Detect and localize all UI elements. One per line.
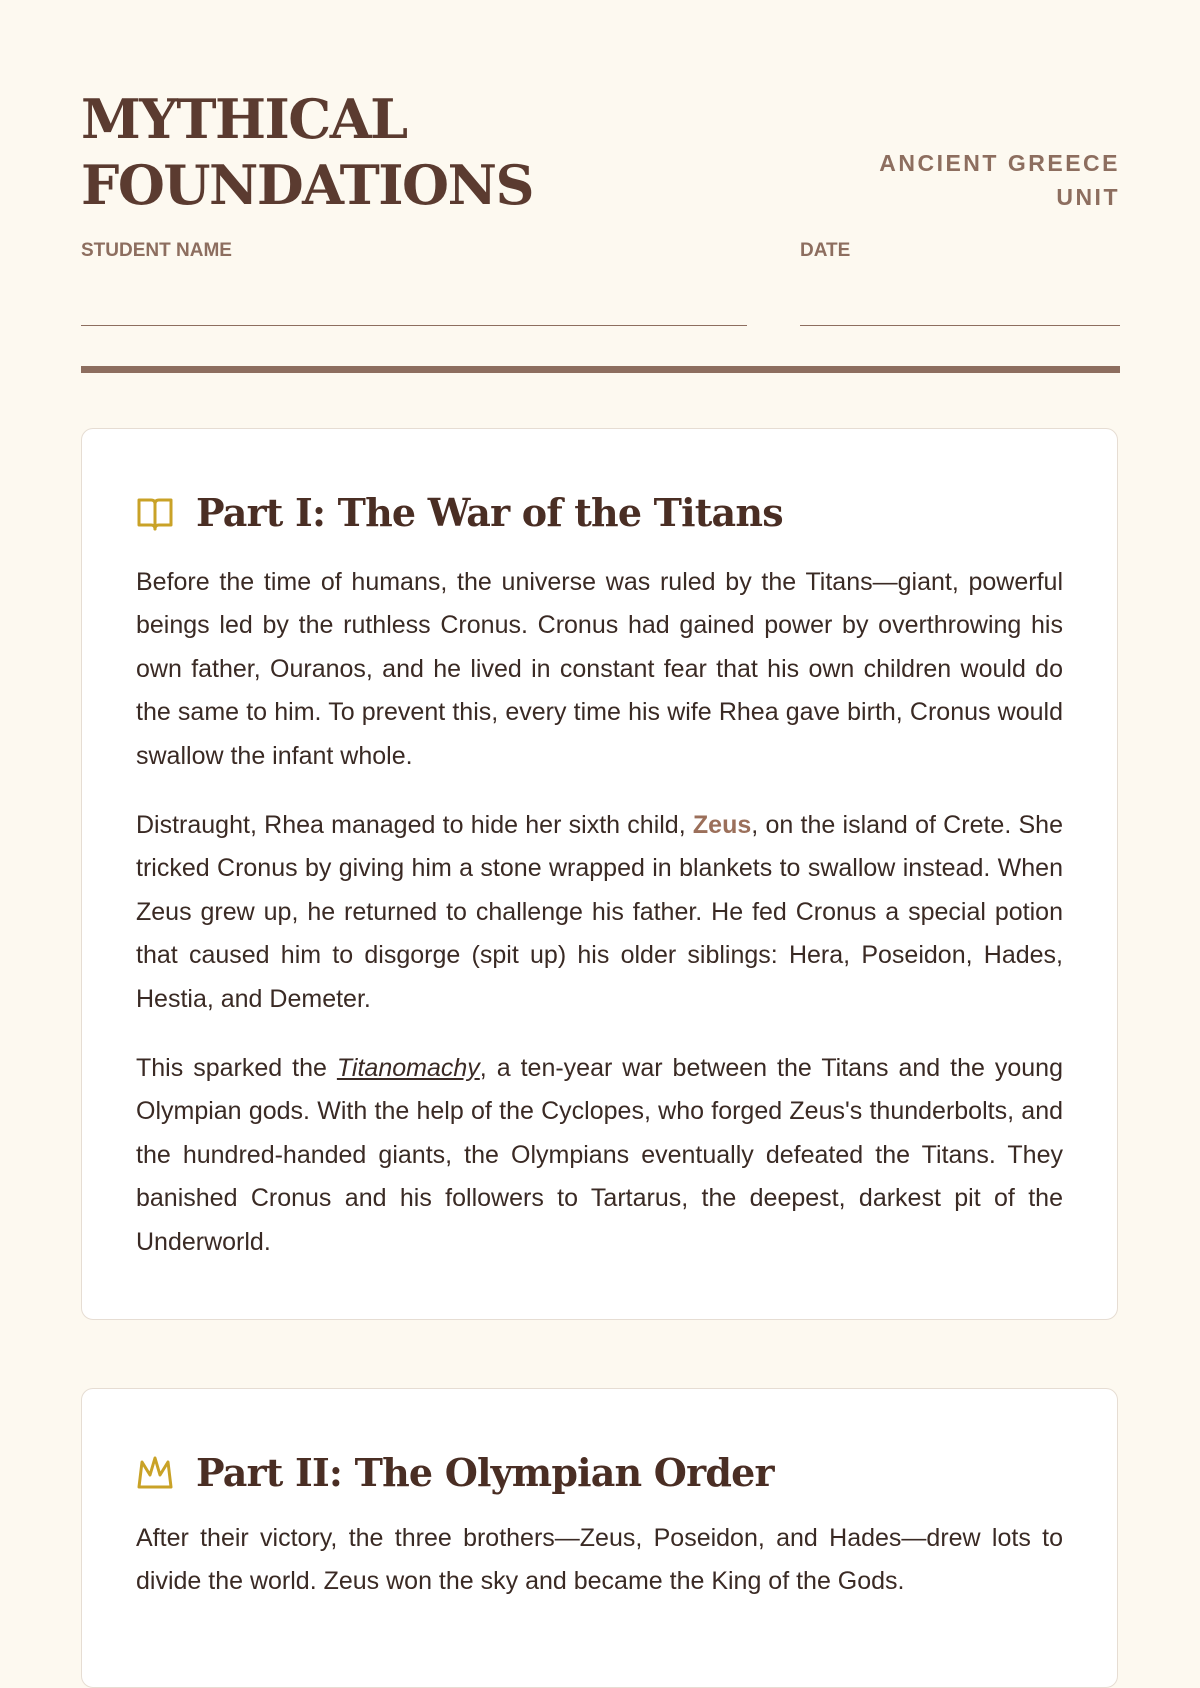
section-header	[136, 1443, 1063, 1503]
unit-line-2: UNIT	[1056, 184, 1120, 210]
worksheet-header	[81, 0, 1120, 380]
date-label: DATE	[800, 240, 851, 261]
book-icon	[136, 494, 174, 532]
unit-line-1: ANCIENT GREECE	[879, 150, 1120, 176]
section-header	[136, 483, 1063, 543]
worksheet-page	[81, 0, 1120, 1596]
paragraph-text: , on the island of Crete. She tricked Cronus by giving him a stone wrapped in blankets to swallow instead. When Zeus grew up, he returned to challenge his father. He fed Cronus a special potion that caused him to disgorge (spit up) his older siblings: Hera, Poseidon, Hades, Hestia, and Demeter.	[136, 811, 1063, 1013]
section-title: Part II: The Olympian Order	[196, 1450, 774, 1495]
crown-icon	[136, 1454, 174, 1492]
highlight-term: Zeus	[692, 811, 752, 840]
student-name-field[interactable]	[81, 325, 747, 326]
student-name-label: STUDENT NAME	[81, 240, 232, 261]
section-title: Part I: The War of the Titans	[196, 490, 783, 535]
unit-label	[879, 146, 1120, 214]
date-field[interactable]	[800, 325, 1120, 326]
section-paragraph	[136, 804, 1063, 1021]
section-paragraph: After their victory, the three brothers—Zeus, Poseidon, and Hades—drew lots to divide the world. Zeus won the sky and became the King of the Gods.	[136, 1524, 1063, 1596]
section-card-part-1	[81, 428, 1118, 1320]
section-card-part-2	[81, 1388, 1118, 1688]
section-paragraph	[136, 1047, 1063, 1264]
paragraph-text: Distraught, Rhea managed to hide her sixth child,	[136, 811, 693, 840]
title-line-1: MYTHICAL	[81, 87, 407, 151]
paragraph-text: This sparked the	[136, 1054, 337, 1083]
header-divider	[81, 366, 1120, 373]
section-paragraph: Before the time of humans, the universe was ruled by the Titans—giant, powerful beings led by the ruthless Cronus. Cronus had gained power by overthrowing his own father, Ouranos, and he lived in constant fear that his own children would do the same to him. To prevent this, every time his wife Rhea gave birth, Cronus would swallow the infant whole.	[136, 568, 1063, 770]
paragraph-text: , a ten-year war between the Titans and the young Olympian gods. With the help of the Cyclopes, who forged Zeus's thunderbolts, and the hundred-handed giants, the Olympians eventually defeated the Titans. They banished Cronus and his followers to Tartarus, the deepest, darkest pit of the Underworld.	[136, 1054, 1063, 1256]
page-title	[81, 86, 533, 218]
vocabulary-term: Titanomachy	[336, 1054, 480, 1083]
title-line-2: FOUNDATIONS	[81, 153, 533, 217]
